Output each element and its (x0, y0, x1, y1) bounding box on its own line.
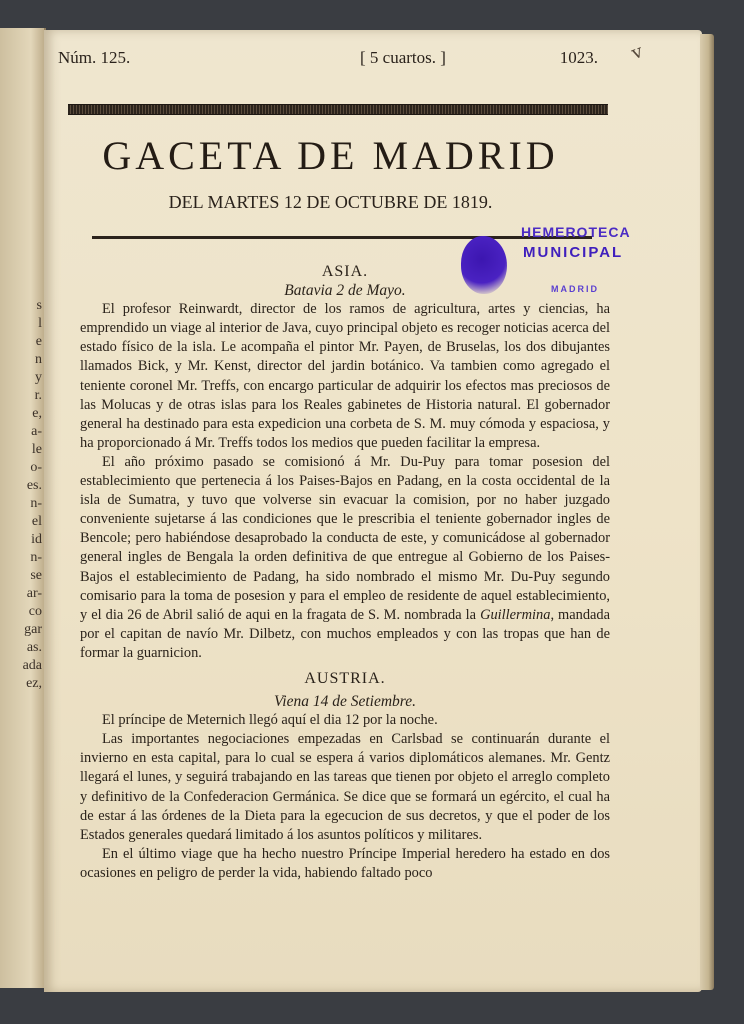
left-fragment: as. (26, 640, 42, 655)
left-fragment: ada (22, 658, 42, 673)
left-fragment: id (31, 532, 42, 547)
left-fragment: e, (32, 406, 42, 421)
paragraph: El príncipe de Meternich llegó aquí el dia 12 por la noche. (102, 712, 438, 729)
left-fragment: ez, (26, 676, 42, 691)
left-fragment: s (36, 298, 42, 313)
masthead-title: GACETA DE MADRID (102, 133, 559, 178)
issue-price: [ 5 cuartos. ] (360, 48, 446, 67)
article-body (80, 262, 610, 883)
left-fragment: gar (24, 622, 42, 637)
paragraph: En el último viage que ha hecho nuestro Príncipe Imperial heredero ha estado en dos ocasiones en peligro de perder la vida, habiendo faltado poco (80, 845, 610, 881)
page-number: 1023. (559, 48, 598, 67)
stamp-line-3: MADRID (551, 284, 599, 294)
issue-number: Núm. 125. (58, 48, 131, 67)
masthead-date: DEL MARTES 12 DE OCTUBRE DE 1819. (168, 192, 493, 212)
corner-pencil-mark: v (628, 40, 646, 65)
left-fragment: a- (31, 424, 42, 439)
left-fragment: l (38, 316, 42, 331)
paragraph: Las importantes negociaciones empezadas en Carlsbad se continuarán durante el invierno en esta capital, para lo cual se espera á varios diplomáticos alemanes. Mr. Gentz llegará el lunes, y seguirá trabajando en las tareas que tienen por objeto el arreglo completo y definitivo de la Confederacion Germánica. Se dice que se formará un egército, el cual ha de estar á las órdenes de la Dieta para la egecucion de sus decretos, y que el poder de los Estados generales quedará limitado á los asuntos políticos y militares. (80, 731, 610, 843)
dateline-viena: Viena 14 de Setiembre. (273, 693, 417, 711)
page-stack-edge (700, 34, 714, 990)
left-fragment: n- (30, 550, 42, 565)
stamp-line-2: MUNICIPAL (523, 244, 624, 261)
paragraph-text: El año próximo pasado se comisionó á Mr. Du-Puy para tomar posesion del establecimiento que pertenecia á los Paises-Bajos en Padang, en la costa occidental de la isla de Sumatra, y tuvo que volverse sin evacuar la comision, por no haber juzgado conveniente sujetarse á las condiciones que le prescribia el teniente gobernador ingles de Bencole; pero habiéndose desaprobado la conducta de este, y comunicádose al gobernador general ingles de Bengala la orden definitiva de que entregue al Gobierno de los Paises-Bajos el establecimiento de Padang, ha sido nombrado el mismo Mr. Du-Puy segundo comisario para la toma de posesion y para el empleo de residente de aquel establecimiento, y el dia 26 de Abril salió de aqui en la fragata de S. M. nombrada la (80, 453, 610, 623)
left-fragment: n- (30, 496, 42, 511)
left-fragment: co (28, 604, 42, 619)
left-page-edge (0, 28, 46, 988)
section-heading-austria: AUSTRIA. (304, 669, 386, 687)
ship-name: Guillermina (480, 606, 551, 623)
left-fragment: o- (30, 460, 42, 475)
left-fragment: y (35, 370, 42, 385)
paragraph (80, 453, 610, 663)
paragraph-text: , mandada por el capitan de navío Mr. Dilbetz, con muchos empleados y con las tropas que han de formar la guarnicion. (80, 606, 611, 661)
paragraph: El profesor Reinwardt, director de los ramos de agricultura, artes y ciencias, ha emprendido un viage al interior de Java, cuyo principal objeto es recoger noticias acerca del estado físico de la isla. Le acompaña el pintor Mr. Payen, de Bruselas, los dos dibujantes llamados Bick, y Mr. Kenst, director del jardin botánico. Va tambien como agregado el teniente coronel Mr. Treffs, con encargo particular de adquirir los efectos mas preciosos de las Molucas y de otras islas para los Reales gabinetes de Historia natural. El gobernador general ha destinado para esta expedicion una corbeta de S. M. muy cómoda y espaciosa, y ha proporcionado á Mr. Treffs todos los medios que pueden facilitar la empresa. (80, 301, 610, 451)
stamp-line-1: HEMEROTECA (521, 224, 631, 240)
left-fragment: r. (34, 388, 42, 403)
left-fragment: es. (26, 478, 42, 493)
left-fragment: le (31, 442, 42, 457)
left-fragment: n (35, 352, 42, 367)
left-fragment: e (35, 334, 42, 349)
dateline-batavia: Batavia 2 de Mayo. (284, 282, 406, 300)
section-heading-asia: ASIA. (321, 263, 369, 280)
left-fragment: el (31, 514, 42, 529)
header-rule (68, 104, 608, 115)
left-fragment: se (30, 568, 42, 583)
left-fragment: ar- (26, 586, 42, 601)
